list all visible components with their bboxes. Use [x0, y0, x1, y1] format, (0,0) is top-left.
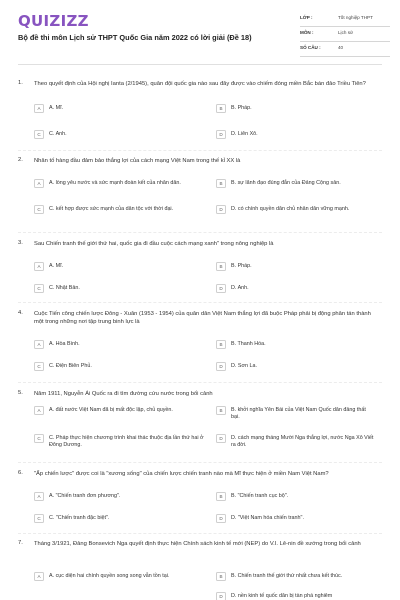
answer-option[interactable]: [34, 179, 214, 197]
question-item: [18, 540, 382, 600]
answer-option[interactable]: [34, 104, 204, 116]
option-letter-box: D: [216, 514, 226, 523]
answer-option[interactable]: [216, 572, 376, 584]
option-text: D. nền kinh tế quốc dân bị tàn phá nghiêm: [231, 593, 333, 599]
option-text: C. Điện Biên Phủ.: [49, 363, 92, 369]
option-text: B. Thanh Hóa.: [231, 341, 266, 347]
question-separator: [18, 382, 382, 383]
option-text: A. đất nước Việt Nam đã bị mất độc lập, chủ quyền.: [49, 407, 173, 413]
option-letter-box: B: [216, 104, 226, 113]
option-letter-box: B: [216, 492, 226, 501]
option-text: A. "Chiến tranh đơn phương".: [49, 493, 121, 499]
option-text: C. kết hợp được sức mạnh của dân tộc với thời đại.: [49, 206, 174, 212]
question-number: 1.: [18, 80, 23, 86]
option-letter-box: D: [216, 592, 226, 600]
answer-option[interactable]: [216, 205, 376, 223]
question-text: Cuộc Tiến công chiến lược Đông - Xuân (1953 - 1954) của quân dân Việt Nam thắng lợi đã buộc Pháp phải bị động phân tán thành một trong những nơi tập trung binh lực là: [34, 311, 371, 325]
option-letter-box: D: [216, 130, 226, 139]
meta-value: Tốt nghiệp THPT: [338, 15, 373, 20]
option-letter-box: A: [34, 572, 44, 581]
question-item: [18, 80, 382, 144]
question-text: Năm 1911, Nguyễn Ái Quốc ra đi tìm đường cứu nước trong bối cảnh: [34, 391, 213, 397]
answer-option[interactable]: [34, 205, 214, 223]
option-letter-box: B: [216, 572, 226, 581]
option-letter-box: B: [216, 179, 226, 188]
answer-option[interactable]: [216, 592, 376, 600]
option-text: B. sự lãnh đạo đúng đắn của Đảng Cộng sản.: [231, 180, 341, 186]
answer-option[interactable]: [216, 340, 376, 352]
question-number: 7.: [18, 540, 23, 546]
option-letter-box: A: [34, 492, 44, 501]
answer-option[interactable]: [34, 362, 204, 374]
option-letter-box: D: [216, 362, 226, 371]
meta-row-subject: [300, 28, 390, 42]
answer-option[interactable]: [34, 514, 204, 526]
option-text: B. "Chiến tranh cục bộ".: [231, 493, 289, 499]
option-letter-box: C: [34, 284, 44, 293]
document-title: Bộ đề thi môn Lịch sử THPT Quốc Gia năm 2022 có lời giải (Đề 18): [18, 33, 252, 42]
question-item: [18, 157, 382, 229]
answer-option[interactable]: [34, 572, 214, 584]
question-text: Tháng 3/1921, Đảng Bonsevich Nga quyết định thực hiện Chính sách kinh tế mới (NEP) do V.I. Lê-nin đề xướng trong bối cảnh: [34, 541, 361, 547]
page-header: [0, 0, 400, 62]
question-item: [18, 470, 382, 532]
option-letter-box: C: [34, 514, 44, 523]
answer-option[interactable]: [216, 406, 376, 424]
question-item: [18, 310, 382, 378]
option-text: C. Pháp thực hiện chương trình khai thác thuộc địa lần thứ hai ở Đông Dương.: [49, 435, 204, 449]
meta-value: Lịch sử: [338, 30, 354, 35]
meta-label: LỚP :: [300, 15, 313, 20]
answer-option[interactable]: [216, 179, 376, 193]
option-letter-box: C: [34, 130, 44, 139]
option-text: A. lòng yêu nước và sức mạnh đoàn kết của nhân dân.: [49, 180, 181, 186]
question-item: [18, 390, 382, 456]
option-text: A. cục diện hai chính quyền song song vẫn tồn tại.: [49, 573, 170, 579]
meta-label: SỐ CÂU :: [300, 45, 321, 50]
option-text: C. Anh.: [49, 131, 67, 137]
answer-option[interactable]: [34, 262, 204, 274]
answer-option[interactable]: [34, 284, 204, 296]
answer-option[interactable]: [216, 434, 376, 452]
option-text: A. Mĩ.: [49, 263, 64, 269]
question-separator: [18, 232, 382, 233]
question-separator: [18, 302, 382, 303]
question-separator: [18, 533, 382, 534]
answer-option[interactable]: [216, 492, 376, 504]
option-text: D. Anh.: [231, 285, 249, 291]
question-text: Sau Chiến tranh thế giới thứ hai, quốc gia đi đầu cuộc cách mạng xanh" trong nông nghiệp là: [34, 241, 274, 247]
answer-option[interactable]: [34, 406, 214, 424]
question-separator: [18, 462, 382, 463]
option-text: D. có chính quyền dân chủ nhân dân vững mạnh.: [231, 206, 350, 212]
option-text: A. Mĩ.: [49, 105, 64, 111]
option-letter-box: D: [216, 284, 226, 293]
question-text: "Ấp chiến lược" được coi là "xương sống" của chiến lược chiến tranh nào mà Mĩ thực hiện ở miền Nam Việt Nam?: [34, 471, 329, 477]
option-text: D. Liên Xô.: [231, 131, 258, 137]
option-letter-box: C: [34, 205, 44, 214]
option-letter-box: A: [34, 406, 44, 415]
answer-option[interactable]: [216, 262, 376, 274]
option-letter-box: B: [216, 262, 226, 271]
option-letter-box: A: [34, 179, 44, 188]
question-separator: [18, 150, 382, 151]
option-letter-box: C: [34, 434, 44, 443]
meta-label: MÔN :: [300, 30, 314, 35]
option-letter-box: C: [34, 362, 44, 371]
quizizz-logo: QUIZIZZ: [18, 12, 89, 30]
option-text: D. cách mạng tháng Mười Nga thắng lợi, nước Nga Xô Viết ra đời.: [231, 435, 374, 449]
question-number: 6.: [18, 470, 23, 476]
option-text: D. "Việt Nam hóa chiến tranh".: [231, 515, 304, 521]
option-text: A. Hòa Bình.: [49, 341, 80, 347]
document-meta: [300, 13, 390, 58]
answer-option[interactable]: [34, 434, 214, 452]
option-text: B. Pháp.: [231, 263, 252, 269]
answer-option[interactable]: [34, 340, 204, 352]
question-number: 2.: [18, 157, 23, 163]
option-letter-box: A: [34, 340, 44, 349]
option-text: B. Chiến tranh thế giới thứ nhất chưa kết thúc.: [231, 573, 343, 579]
answer-option[interactable]: [216, 514, 376, 526]
answer-option[interactable]: [216, 130, 376, 142]
option-text: B. khởi nghĩa Yên Bái của Việt Nam Quốc dân đảng thất bại.: [231, 407, 366, 421]
option-letter-box: A: [34, 104, 44, 113]
question-number: 3.: [18, 240, 23, 246]
answer-option[interactable]: [34, 492, 204, 504]
option-letter-box: D: [216, 205, 226, 214]
meta-row-class: [300, 13, 390, 27]
answer-option[interactable]: [216, 104, 376, 116]
question-number: 5.: [18, 390, 23, 396]
question-number: 4.: [18, 310, 23, 316]
answer-option[interactable]: [216, 284, 376, 296]
option-letter-box: B: [216, 340, 226, 349]
question-text: Theo quyết định của Hội nghị Ianta (2/1945), quân đội quốc gia nào sau đây được vào chiếm đóng miền Bắc bán đảo Triều Tiên?: [34, 81, 366, 87]
option-letter-box: D: [216, 434, 226, 443]
option-letter-box: B: [216, 406, 226, 415]
option-letter-box: A: [34, 262, 44, 271]
question-item: [18, 240, 382, 298]
option-text: D. Sơn La.: [231, 363, 258, 369]
answer-option[interactable]: [216, 362, 376, 374]
answer-option[interactable]: [34, 130, 204, 142]
question-text: Nhân tố hàng đầu đảm bảo thắng lợi của cách mạng Việt Nam trong thế kỉ XX là: [34, 158, 241, 164]
option-text: C. "Chiến tranh đặc biệt".: [49, 515, 110, 521]
meta-value: 40: [338, 45, 344, 50]
option-text: C. Nhật Bản.: [49, 285, 80, 291]
header-divider: [18, 64, 382, 65]
option-text: B. Pháp.: [231, 105, 252, 111]
meta-row-count: [300, 43, 390, 57]
